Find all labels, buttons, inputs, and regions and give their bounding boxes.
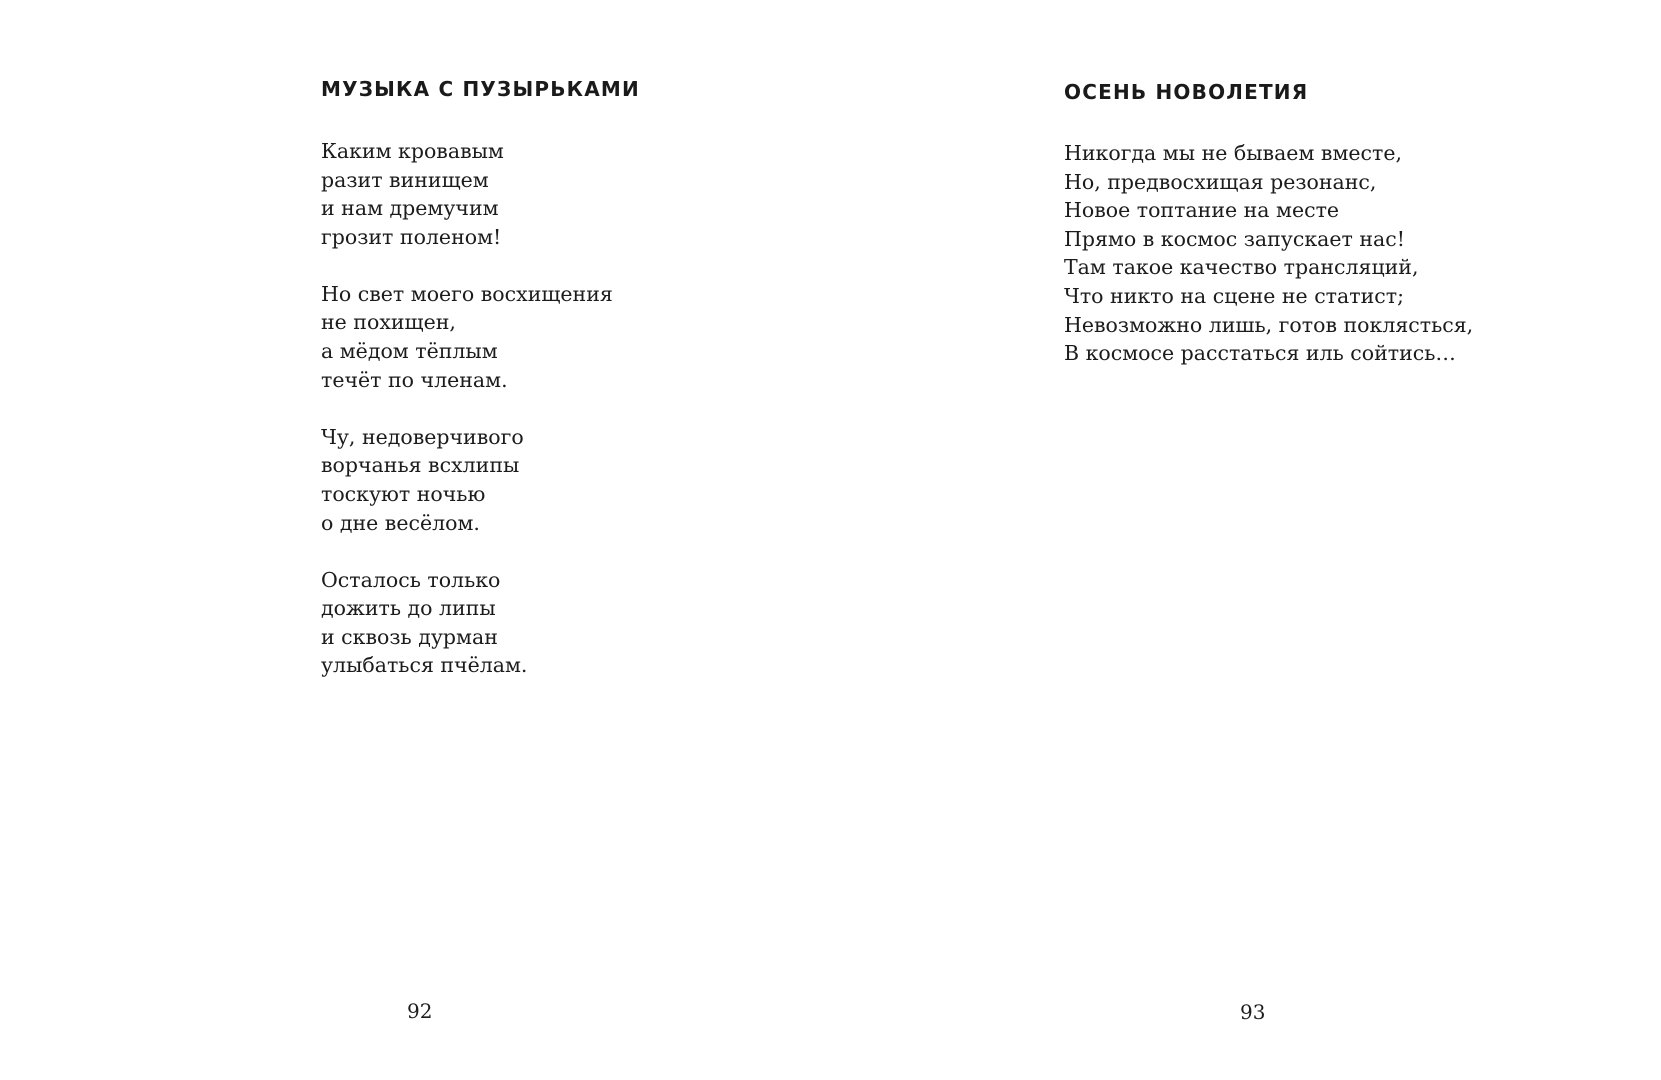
poem-line: Осталось только <box>321 567 501 592</box>
poem-line: Чу, недоверчивого <box>321 424 524 449</box>
poem-line: грозит поленом! <box>321 224 502 249</box>
poem-line: Каким кровавым <box>321 139 504 163</box>
poem-line: дожить до липы <box>321 596 496 621</box>
poem-line: и нам дремучим <box>321 196 499 221</box>
right-page <box>830 0 1661 1080</box>
left-page <box>0 0 830 1080</box>
poem-title: ОСЕНЬ НОВОЛЕТИЯ <box>1064 80 1309 104</box>
poem-line: и сквозь дурман <box>321 624 498 649</box>
poem-line: не похищен, <box>321 310 456 335</box>
poem-line: Там такое качество трансляций, <box>1064 255 1419 280</box>
poem-line: Невозможно лишь, готов поклясться, <box>1064 312 1474 337</box>
poem-line: а мёдом тёплым <box>321 339 498 364</box>
poem-line: Но, предвосхищая резонанс, <box>1064 169 1377 194</box>
poem-line: Прямо в космос запускает нас! <box>1064 226 1405 251</box>
poem-line: Новое топтание на месте <box>1064 198 1340 223</box>
poem-line: тоскуют ночью <box>321 481 486 506</box>
stanza <box>321 137 613 251</box>
poem-line: Никогда мы не бываем вместе, <box>1064 141 1402 165</box>
poem-title: МУЗЫКА С ПУЗЫРЬКАМИ <box>321 77 640 101</box>
poem-line: течёт по членам. <box>321 367 508 392</box>
stanza <box>321 423 613 537</box>
poem-line: ворчанья всхлипы <box>321 453 520 478</box>
poem-line: Но свет моего восхищения <box>321 281 613 306</box>
poem-line: разит винищем <box>321 167 489 192</box>
poem-line: В космосе расстаться иль сойтись… <box>1064 341 1456 366</box>
stanza <box>321 566 613 680</box>
stanza <box>321 280 613 394</box>
poem-body <box>1064 139 1473 396</box>
poem-body <box>321 137 613 709</box>
stanza <box>1064 139 1473 368</box>
poem-line: о дне весёлом. <box>321 510 480 535</box>
poem-line: Что никто на сцене не статист; <box>1064 283 1404 308</box>
poem-line: улыбаться пчёлам. <box>321 653 528 678</box>
page-number: 93 <box>1240 1000 1266 1024</box>
page-number: 92 <box>407 999 433 1023</box>
